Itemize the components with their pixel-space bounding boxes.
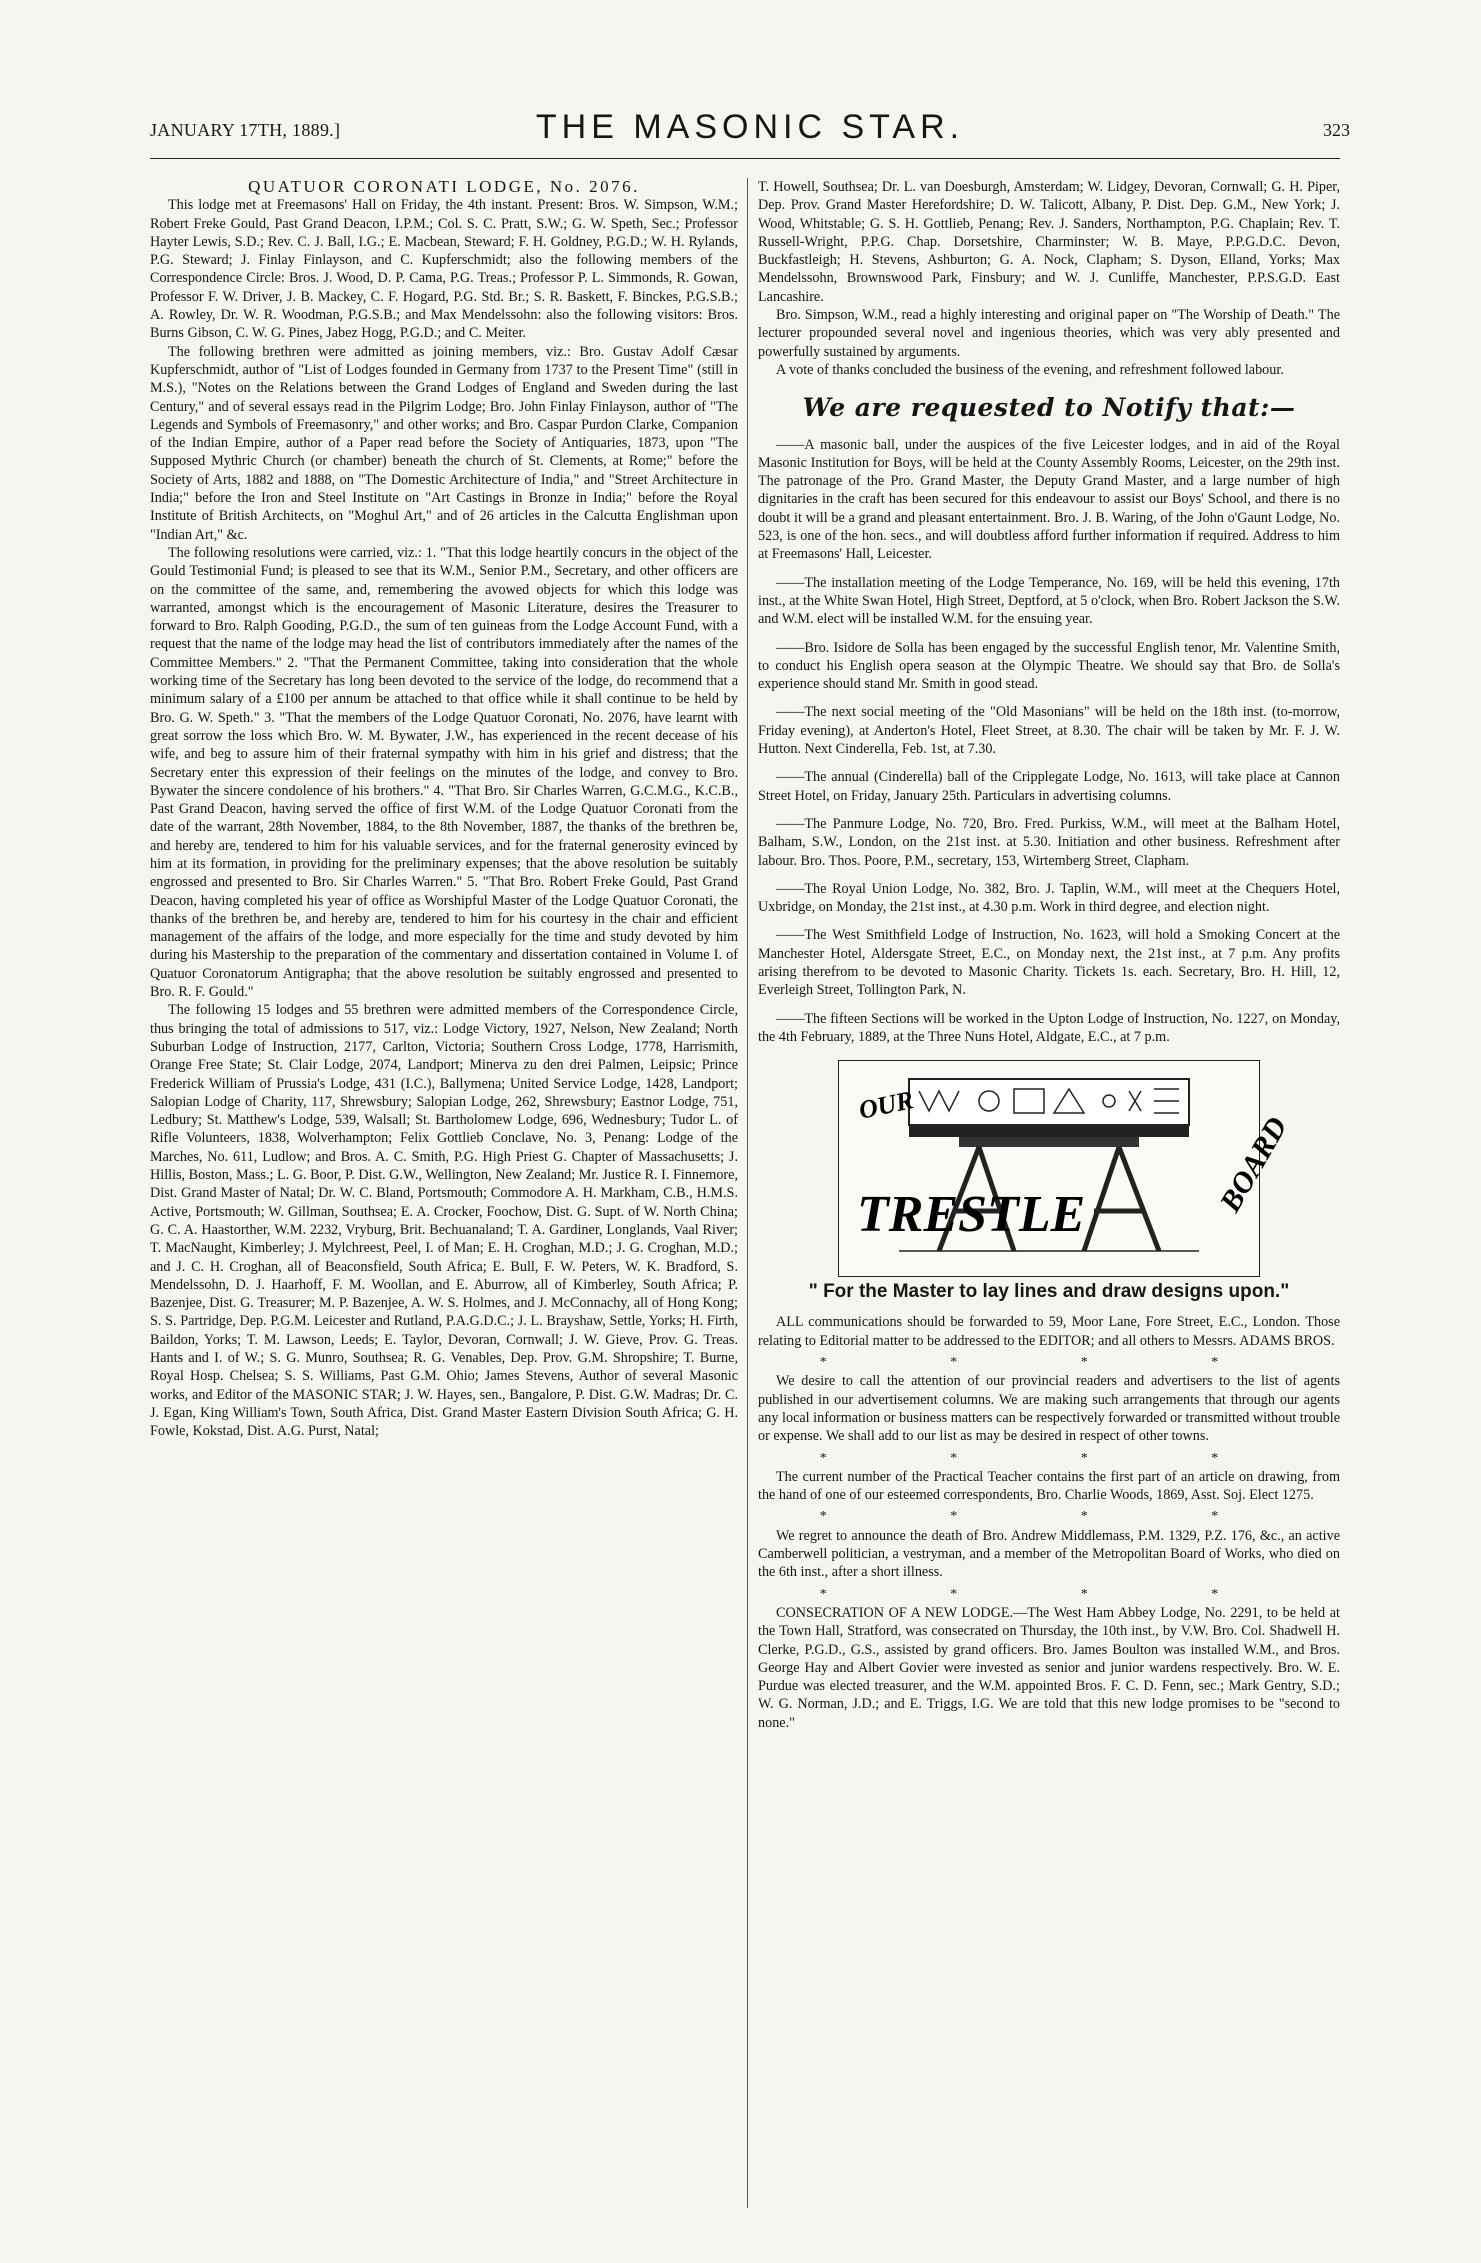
notice-item: ——The Royal Union Lodge, No. 382, Bro. J. Taplin, W.M., will meet at the Chequers Hotel, Uxbridge, on Monday, the 21st inst., at 4.30 p.m. Work in third degree, and election night. [758, 880, 1340, 916]
page-number: 323 [1323, 120, 1350, 140]
continuation-paragraph: T. Howell, Southsea; Dr. L. van Doesburgh, Amsterdam; W. Lidgey, Devoran, Cornwall; G. H. Piper, Dep. Prov. Grand Master Herefordshire; D. W. Talicott, Albany, P. Dist. Dep. G.M., New York; J. Wood, Whitstable; G. S. H. Gottlieb, Penang; Rev. J. Sanders, Northampton, P.G. Chaplain; Rev. T. Russell-Wright, P.P.G. Chap. Dorsetshire, Charminster; W. B. Maye, P.P.G.D.C. Devon, Buckfastleigh; H. Stevens, Ashburton; G. A. Nock, Clapham; S. Dyson, Elland, Yorks; Max Mendelssohn, Brownswood Park, Finsbury; and W. J. Cunliffe, Manchester, P.P.S.G.D. East Lancashire. [758, 179, 1340, 305]
notice-item: ——The installation meeting of the Lodge Temperance, No. 169, will be held this evening, 17th inst., at the White Swan Hotel, High Street, Deptford, at 5 o'clock, when Bro. Robert Jackson the S.W. and W.M. elect will be installed W.M. for the ensuing year. [758, 574, 1340, 628]
board-paragraph: We desire to call the attention of our provincial readers and advertisers to the list of agents published in our advertisement columns. We are making such arrangements that through our agents any local information or business matters can be respectively forwarded or transmitted without trouble or expense. We shall add to our list as may be desired in respect of other towns. [758, 1373, 1340, 1445]
correspondence-circle-paragraph: The following 15 lodges and 55 brethren were admitted members of the Correspondence Circle, thus bringing the total of admissions to 517, viz.: Lodge Victory, 1927, Nelson, New Zealand; North Suburban Lodge of Instruction, 2177, Carlton, Victoria; Southern Cross Lodge, 1778, Harrismith, Orange Free State; St. Clair Lodge, 2074, Landport; Minerva zu den drei Palmen, Leipsic; Prince Frederick William of Prussia's Lodge, 431 (I.C.), Ballymena; United Service Lodge, 1428, Landport; Salopian Lodge of Charity, 117, Shrewsbury; Salopian Lodge, 262, Shrewsbury; Eastnor Lodge, 751, Ledbury; St. Matthew's Lodge, 539, Walsall; St. Bartholomew Lodge, 696, Wednesbury; Tudor L. of Rifle Volunteers, 1838, Wolverhampton; Felix Gottlieb Conclave, No. 3, Penang: Lodge of the Marches, No. 611, Ludlow; and Bros. A. C. Smith, P.G. High Priest G. Chapter of Massachusetts; J. Hillis, Boston, Mass.; L. G. Boor, P. Dist. G.W., Wellington, New Zealand; Mr. Justice R. I. Finnemore, Dist. Grand Master of Natal; Dr. W. C. Bland, Portsmouth; Commodore A. H. Markham, C.B., H.M.S. Active, Portsmouth; W. Gillman, Southsea; E. A. Crocker, Foochow, Dist. G. Supt. of W. North China; G. C. A. Haastorther, W.M. 2232, Vryburg, Brit. Bechuanaland; T. A. Gardiner, Longlands, Vaal River; T. MacNaught, Kimberley; J. Mylchreest, Peel, I. of Man; E. H. Croghan, M.D.; J. G. Croghan, M.D.; and J. C. H. Croghan, all of Beaconsfield, South Africa; E. Bull, F. W. Peters, W. K. Bradford, S. Mendelssohn, D. J. Haarhoff, F. M. Woollan, and E. Aburrow, all of Kimberley, South Africa; P. Bazenjee, Dist. G. Treasurer; M. P. Bazenjee, A. W. S. Holmes, and J. McConnachy, all of Hong Kong; S. S. Partridge, Dep. P.G.M. Leicester and Rutland, P.A.G.D.C.; J. L. Brayshaw, Settle, Yorks; H. Firth, Baildon, Yorks; T. M. Lawson, Leeds; E. Taylor, Devoran, Cornwall; J. W. Gieve, Prov. G. Treas. Hants and I. of W.; S. G. Munro, Southsea; R. G. Venables, Dep. Prov. G.M. Shropshire; T. Burne, Royal Hosp. Chelsea; S. S. Williams, Past G.M. Ohio; James Stevens, Author of several Masonic works, and Editor of the MASONIC STAR; J. W. Hayes, sen., Bangalore, P. Dist. G.W. Madras; Dr. C. J. Egan, King William's Town, South Africa, Dist. Grand Master Eastern Division South Africa; G. H. Fowle, Kokstad, Dist. A.G. Purst, Natal; [150, 1002, 738, 1440]
vote-paragraph: A vote of thanks concluded the business of the evening, and refreshment followed labour. [776, 361, 1284, 378]
trestle-board-drawing [839, 1061, 1294, 1276]
logo-word-our: OUR [856, 1085, 916, 1126]
star-separator: * * * * [819, 1586, 1279, 1602]
board-paragraph: We regret to announce the death of Bro. Andrew Middlemass, P.M. 1329, P.Z. 176, &c., an active Camberwell politician, a vestryman, and a member of the Metropolitan Board of Works, who died on the 6th inst., after a short illness. [758, 1527, 1340, 1581]
notice-item: ——The West Smithfield Lodge of Instruction, No. 1623, will hold a Smoking Concert at the Manchester Hotel, Aldersgate Street, E.C., on Monday next, the 21st inst., at 7 p.m. Any profits arising therefrom to be devoted to Masonic Charity. Tickets 1s. each. Secretary, Bro. H. Hill, 12, Everleigh Street, Tollington Park, N. [758, 927, 1340, 999]
trestle-board-illustration [838, 1060, 1294, 1277]
issue-date: JANUARY 17TH, 1889.] [150, 120, 341, 140]
notice-item: ——The next social meeting of the "Old Masonians" will be held on the 18th inst. (to-morrow, Friday evening), at Anderton's Hotel, Fleet Street, at 8.30. The chair will be taken by Mr. F. J. W. Hutton. Next Cinderella, Feb. 1st, at 7.30. [758, 704, 1340, 758]
joining-members-paragraph: The following brethren were admitted as joining members, viz.: Bro. Gustav Adolf Cæsar Kupferschmidt, author of "List of Lodges founded in Germany from 1737 to the Present Time" (still in M.S.), "Notes on the Relations between the Grand Lodges of England and Sweden during the last Century," and of several essays read in the Pilgrim Lodge; Bro. John Finlay Finlayson, author of "The Legends and Symbols of Freemasonry," and other works; and Bro. Caspar Purdon Clarke, Companion of the Indian Empire, author of a Paper read before the Society of Antiquaries, 1873, upon "The Supposed Mythric Church (or chamber) beneath the church of St. Clements, at Rome;" before the Society of Arts, 1882 and 1888, on "The Domestic Architecture of India," and "Street Architecture in India;" before the Iron and Steel Institute on "Art Castings in Bronze in India;" before the Royal Institute of British Architects, on "Moghul Art," and of 26 articles in the Calcutta Englishman upon "Indian Art," &c. [150, 343, 738, 543]
logo-word-trestle: TRESTLE [857, 1186, 1086, 1244]
resolutions-paragraph: The following resolutions were carried, viz.: 1. "That this lodge heartily concurs in the object of the Gould Testimonial Fund; is pleased to see that its W.M., Senior P.M., Secretary, and other officers are on the committee of the same, and, remembering the avowed objects for which this lodge was warranted, amongst which is the encouragement of Masonic Literature, desires the Treasurer to forward to Bro. Ralph Gooding, P.G.D., the sum of ten guineas from the Lodge Account Fund, with a request that the name of the lodge may head the list of contributors immediately after the names of the Committee Members." 2. "That the Permanent Committee, taking into consideration that the whole working time of the Secretary has long been devoted to the service of the lodge, do recommend that a minimum salary of a £100 per annum be attached to that office while it shall continue to be held by Bro. G. W. Speth." 3. "That the members of the Lodge Quatuor Coronati, No. 2076, have learnt with great sorrow the loss which Bro. W. M. Bywater, J.W., has experienced in the recent decease of his wife, and beg to assure him of their fraternal sympathy with him in his grief and distress; that the Secretary enter this expression of their feelings on the minutes of the lodge, and convey to Bro. Bywater the sincere condolence of his brothers." 4. "That Bro. Sir Charles Warren, G.C.M.G., K.C.B., Past Grand Deacon, having served the office of first W.M. of the Lodge Quatuor Coronati from the date of the warrant, 28th November, 1884, to the 8th November, 1887, the thanks of the brethren be, and hereby are, tendered to him for his valuable services, and for the fraternal generosity evinced by him at its formation, in providing for the preliminary expenses; that the above resolution be suitably engrossed and presented to Bro. Sir Charles Warren." 5. "That Bro. Robert Freke Gould, Past Grand Deacon, having completed his year of office as Worshipful Master of the Lodge Quatuor Coronati, the thanks of the brethren be, and hereby are, tendered to him for his courtesy in the chair and efficient management of the affairs of the lodge, and more especially for the time and study devoted by him during his Mastership to the preparation of the commentary and dissertation contained in Volume I. of Quatuor Coronatorum Antigrapha; that the above resolution be suitably engrossed and presented to Bro. R. F. Gould." [150, 544, 738, 1001]
header-rule [150, 158, 1340, 159]
notify-heading: We are requested to Notify that:— [802, 393, 1296, 423]
lecture-paragraph: Bro. Simpson, W.M., read a highly interesting and original paper on "The Worship of Death." The lecturer propounded several novel and ingenious theories, which was very ably presented and powerfully sustained by arguments. [758, 307, 1340, 360]
section-title: QUATUOR CORONATI LODGE, No. 2076. [248, 177, 640, 196]
notice-item: ——The Panmure Lodge, No. 720, Bro. Fred. Purkiss, W.M., will meet at the Balham Hotel, Balham, S.W., London, on the 21st inst. at 5.30. Initiation and other business. Refreshment after labour. Bro. Thos. Poore, P.M., secretary, 153, Wirtemberg Street, Clapham. [758, 815, 1340, 869]
notice-item: ——A masonic ball, under the auspices of the five Leicester lodges, and in aid of the Royal Masonic Institution for Boys, will be held at the County Assembly Rooms, Leicester, on the 29th inst. The patronage of the Pro. Grand Master, the Deputy Grand Master, and a large number of high dignitaries in the craft has been secured for this endeavour to assist our Boys' School, and there is no doubt it will be a grand and pleasant entertainment. Bro. J. B. Waring, of the John o'Gaunt Lodge, No. 523, is one of the hon. secs., and will doubtless afford further information if required. Address to him at Freemasons' Hall, Leicester. [758, 436, 1340, 563]
board-paragraph: The current number of the Practical Teacher contains the first part of an article on drawing, from the hand of one of our esteemed correspondents, Bro. Charlie Woods, 1869, Asst. Soj. Elect 1275. [758, 1468, 1340, 1504]
star-separator: * * * * [819, 1355, 1279, 1371]
logo-word-board: BOARD [1213, 1111, 1294, 1218]
board-caption: " For the Master to lay lines and draw designs upon." [808, 1281, 1290, 1303]
masthead-title: THE MASONIC STAR. [535, 108, 965, 146]
board-paragraph: ALL communications should be forwarded to 59, Moor Lane, Fore Street, E.C., London. Those relating to Editorial matter to be addressed to the EDITOR; and all others to Messrs. ADAMS BROS. [758, 1314, 1340, 1349]
star-separator: * * * * [819, 1509, 1279, 1525]
notice-item: ——The fifteen Sections will be worked in the Upton Lodge of Instruction, No. 1227, on Monday, the 4th February, 1889, at the Three Nuns Hotel, Aldgate, E.C., at 7 p.m. [758, 1010, 1340, 1045]
page-header [150, 108, 1350, 152]
notice-item: ——The annual (Cinderella) ball of the Cripplegate Lodge, No. 1613, will take place at Cannon Street Hotel, on Friday, January 25th. Particulars in advertising columns. [758, 769, 1340, 804]
star-separator: * * * * [819, 1450, 1279, 1466]
column-divider [747, 178, 748, 2208]
left-column [150, 178, 738, 1440]
board-paragraph: CONSECRATION OF A NEW LODGE.—The West Ham Abbey Lodge, No. 2291, to be held at the Town Hall, Stratford, was consecrated on Thursday, the 10th inst., by V.W. Bro. Col. Shadwell H. Clerke, P.G.D., G.S., assisted by grand officers. Bro. James Boulton was installed W.M., and Bros. George Hay and Albert Govier were invested as senior and junior wardens respectively. Bro. W. E. Purdue was elected treasurer, and the W.M. appointed Bros. F. C. D. Fenn, sec.; Mark Gentry, S.D.; W. G. Norman, J.D.; and E. Triggs, I.G. We are told that this new lodge promises to be "second to none." [758, 1604, 1340, 1731]
meeting-attendance-paragraph: This lodge met at Freemasons' Hall on Friday, the 4th instant. Present: Bros. W. Simpson, W.M.; Robert Freke Gould, Past Grand Deacon, I.P.M.; Col. S. C. Pratt, S.W.; G. W. Speth, Sec.; Professor Hayter Lewis, S.D.; Rev. C. J. Ball, I.G.; E. Macbean, Steward; F. H. Goldney, P.G.D.; W. H. Rylands, P.G. Steward; J. Finlay Finlayson, and C. Kupferschmidt; also the following members of the Correspondence Circle: Bros. J. Wood, D. P. Cama, P.G. Treas.; Professor P. L. Simmonds, R. Gowan, Professor F. W. Driver, J. B. Mackey, C. F. Hogard, P.G. Std. Br.; S. R. Baskett, F. Binckes, P.G.S.B.; A. Rowley, Dr. W. R. Woodman, P.G.S.B.; and Max Mendelssohn: also the following visitors: Bros. Burns Gibson, C. W. G. Pines, Jabez Hogg, P.G.D.; and C. Meiter. [150, 197, 738, 342]
notice-item: ——Bro. Isidore de Solla has been engaged by the successful English tenor, Mr. Valentine Smith, to conduct his English opera season at the Olympic Theatre. We should say that Bro. de Solla's experience should stand Mr. Smith in good stead. [758, 639, 1340, 693]
right-column [758, 178, 1340, 1732]
